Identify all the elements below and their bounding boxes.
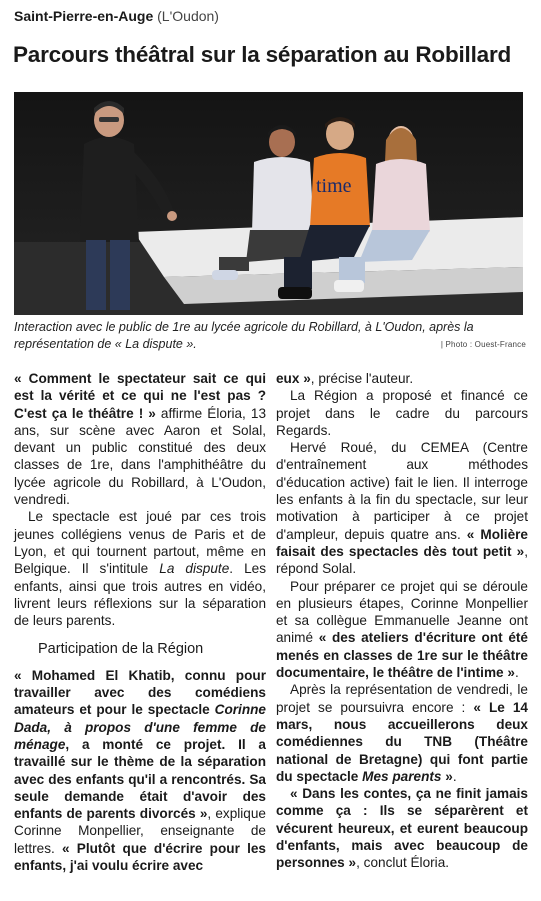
article-column-left xyxy=(14,370,266,874)
paragraph: « Dans les contes, ça ne finit jamais comme ça : Ils se séparèrent et vécurent heureux, et eurent beaucoup d'enfants, mais avec beaucoup de personnes », conclut Éloria. xyxy=(276,786,528,871)
shirt-text: time xyxy=(316,175,352,197)
quote: « Le 14 mars, nous accueillerons deux comédiennes du TNB (Théâtre national de Bretagne) qui font partie du spectacle xyxy=(276,699,528,784)
paragraph: Le spectacle est joué par ces trois jeunes collégiens venus de Paris et de Lyon, et qui tournent partout, même en Belgique. Il s'intitule La dispute. Les enfants, ainsi que trois autres en vidéo, livrent leurs réflexions sur la séparation de leurs parents. xyxy=(14,509,267,629)
quote: « Dans les contes, ça ne finit jamais comme ça : Ils se séparèrent et vécurent heureux, et eurent beaucoup d'enfants, mais avec beaucoup de personnes » xyxy=(276,786,528,871)
paragraph: eux », précise l'auteur. xyxy=(276,371,414,386)
locality-header xyxy=(14,8,219,24)
paragraph: Pour préparer ce projet qui se déroule en plusieurs étapes, Corinne Monpellier et sa collègue Emmanuelle Jeanne ont animé « des ateliers d'écriture ont été menés en classes de 1re sur le théâtre documentaire, le théâtre de l'intime ». xyxy=(276,578,528,681)
photo-caption: Interaction avec le public de 1re au lycée agricole du Robillard, à L'Oudon, après la représentation de « La dispute ». xyxy=(14,320,474,351)
quote: « Molière faisait des spectacles dès tout petit » xyxy=(276,526,528,559)
section-subhead: Participation de la Région xyxy=(38,641,204,658)
paragraph: « Mohamed El Khatib, connu pour travailler avec des comédiens amateurs et pour le spectacle Corinne Dada, à propos d'une femme de ménage, a monté ce projet. Il a travaillé sur le thème de la séparation avec des enfants qu'il a rencontrés. Sa seule demande était d'avoir des enfants de parents divorcés », explique Corinne Monpellier, enseignante de lettres. « Plutôt que d'écrire pour les enfants, j'ai voulu écrire avec xyxy=(14,667,266,874)
show-title: Mes parents xyxy=(362,768,442,784)
headline: Parcours théâtral sur la séparation au Robillard xyxy=(13,42,512,67)
show-title: Corinne Dada, à propos d'une femme de ménage xyxy=(14,702,266,752)
article-photo xyxy=(14,92,523,315)
show-title: La dispute xyxy=(159,561,230,577)
article-column-right xyxy=(276,370,528,872)
paragraph: « Comment le spectateur sait ce qui est la vérité et ce qui ne l'est pas ? C'est ça le théâtre ! » affirme Éloria, 13 ans, sur scène avec Aaron et Solal, devant un public constitué des deux classes de 1re, dans l'amphithéâtre du lycée agricole du Robillard, à L'Oudon, vendredi. xyxy=(14,371,267,508)
quote: « des ateliers d'écriture ont été menés en classes de 1re sur le théâtre documentaire, le théâtre de l'intime » xyxy=(276,630,528,681)
paragraph: La Région a proposé et financé ce projet dans le cadre du parcours Regards. xyxy=(276,388,528,438)
photo-illustration xyxy=(14,92,523,315)
paragraph: Après la représentation de vendredi, le projet se poursuivra encore : « Le 14 mars, nous accueillerons deux comédiennes du TNB (Théâtre national de Bretagne) qui font partie du spectacle Mes parents ». xyxy=(276,682,528,784)
quote: « Comment le spectateur sait ce qui est la vérité et ce qui ne l'est pas ? C'est ça le théâtre ! » xyxy=(14,371,266,421)
photo-credit: | Photo : Ouest-France xyxy=(440,340,526,349)
district-name: (L'Oudon) xyxy=(157,8,219,24)
locality-name: Saint-Pierre-en-Auge xyxy=(14,8,154,24)
paragraph: Hervé Roué, du CEMEA (Centre d'entraînement aux méthodes d'éducation active) fait le lien. Il interroge les enfants à la fin du spectacle, sur leur motivation à participer à ce projet d'ampleur, depuis quatre ans. « Molière faisait des spectacles dès tout petit », répond Solal. xyxy=(276,440,528,577)
